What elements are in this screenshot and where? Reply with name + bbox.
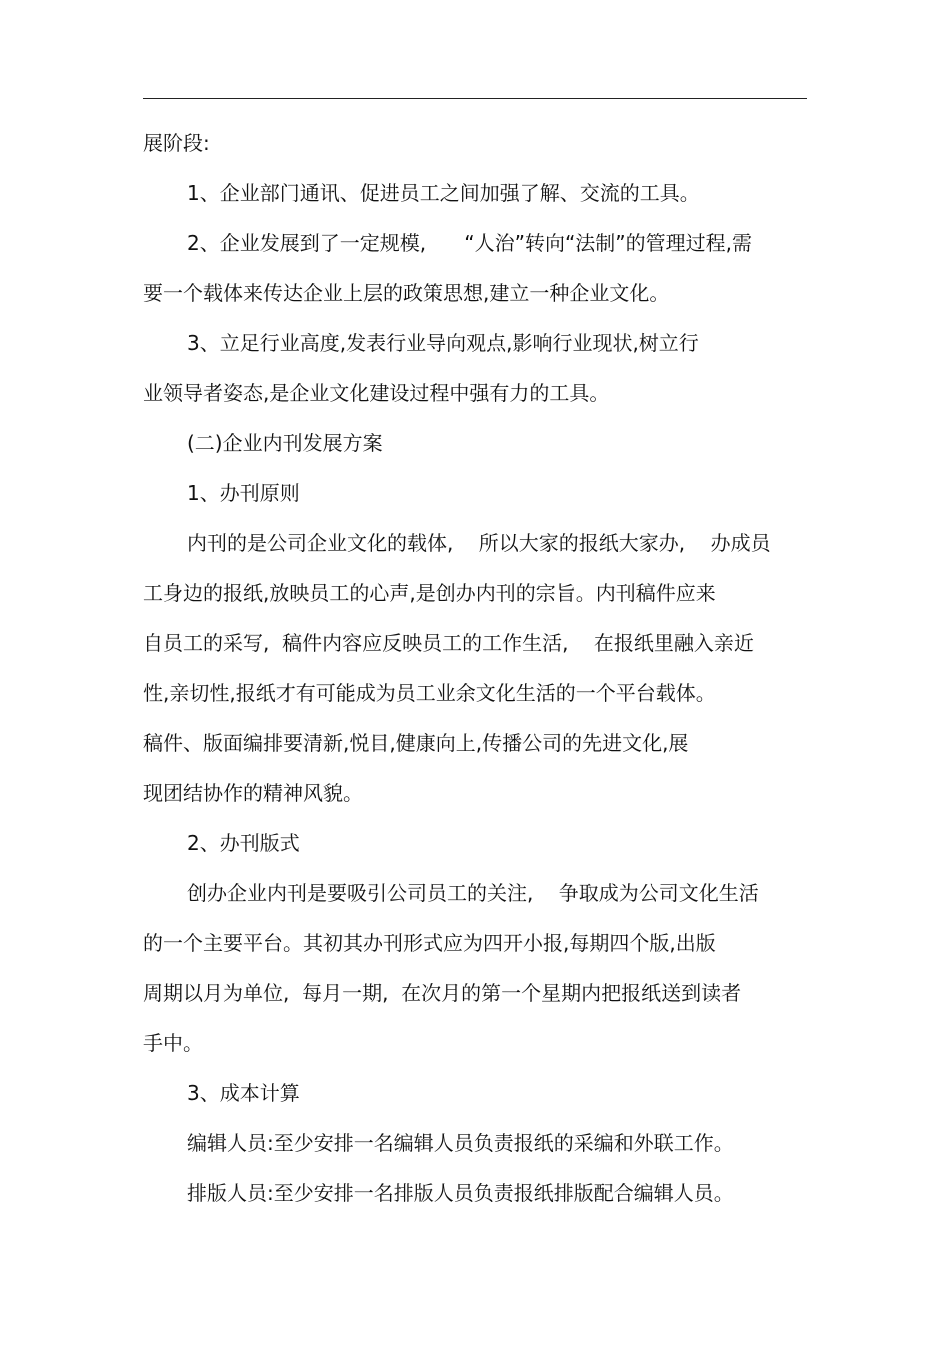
paragraph-line: 的一个主要平台。其初其办刊形式应为四开小报,每期四个版,出版 [143, 931, 716, 955]
document-body [143, 118, 807, 1218]
text-line: 展阶段: [143, 131, 210, 155]
paragraph-line: 周期以月为单位, 每月一期, 在次月的第一个星期内把报纸送到读者 [143, 981, 742, 1005]
paragraph-line: 性,亲切性,报纸才有可能成为员工业余文化生活的一个平台载体。 [143, 681, 716, 705]
text-line: 要一个载体来传达企业上层的政策思想,建立一种企业文化。 [143, 281, 670, 305]
paragraph-line: 手中。 [143, 1031, 203, 1055]
paragraph-line: 编辑人员:至少安排一名编辑人员负责报纸的采编和外联工作。 [187, 1131, 734, 1155]
paragraph-line: 创办企业内刊是要吸引公司员工的关注, 争取成为公司文化生活 [187, 881, 759, 905]
section-heading: (二)企业内刊发展方案 [187, 431, 383, 455]
paragraph-line: 排版人员:至少安排一名排版人员负责报纸排版配合编辑人员。 [187, 1181, 734, 1205]
list-item: 2、企业发展到了一定规模, “人治”转向“法制”的管理过程,需 [187, 231, 753, 255]
subsection-heading: 2、办刊版式 [187, 831, 300, 855]
header-rule [143, 98, 807, 99]
subsection-heading: 3、成本计算 [187, 1081, 300, 1105]
list-item: 1、企业部门通讯、促进员工之间加强了解、交流的工具。 [187, 181, 700, 205]
paragraph-line: 工身边的报纸,放映员工的心声,是创办内刊的宗旨。内刊稿件应来 [143, 581, 716, 605]
paragraph-line: 现团结协作的精神风貌。 [143, 781, 363, 805]
subsection-heading: 1、办刊原则 [187, 481, 300, 505]
paragraph-line: 自员工的采写, 稿件内容应反映员工的工作生活, 在报纸里融入亲近 [143, 631, 754, 655]
list-item: 3、立足行业高度,发表行业导向观点,影响行业现状,树立行 [187, 331, 699, 355]
text-line: 业领导者姿态,是企业文化建设过程中强有力的工具。 [143, 381, 610, 405]
paragraph-line: 内刊的是公司企业文化的载体, 所以大家的报纸大家办, 办成员 [187, 531, 771, 555]
paragraph-line: 稿件、版面编排要清新,悦目,健康向上,传播公司的先进文化,展 [143, 731, 689, 755]
